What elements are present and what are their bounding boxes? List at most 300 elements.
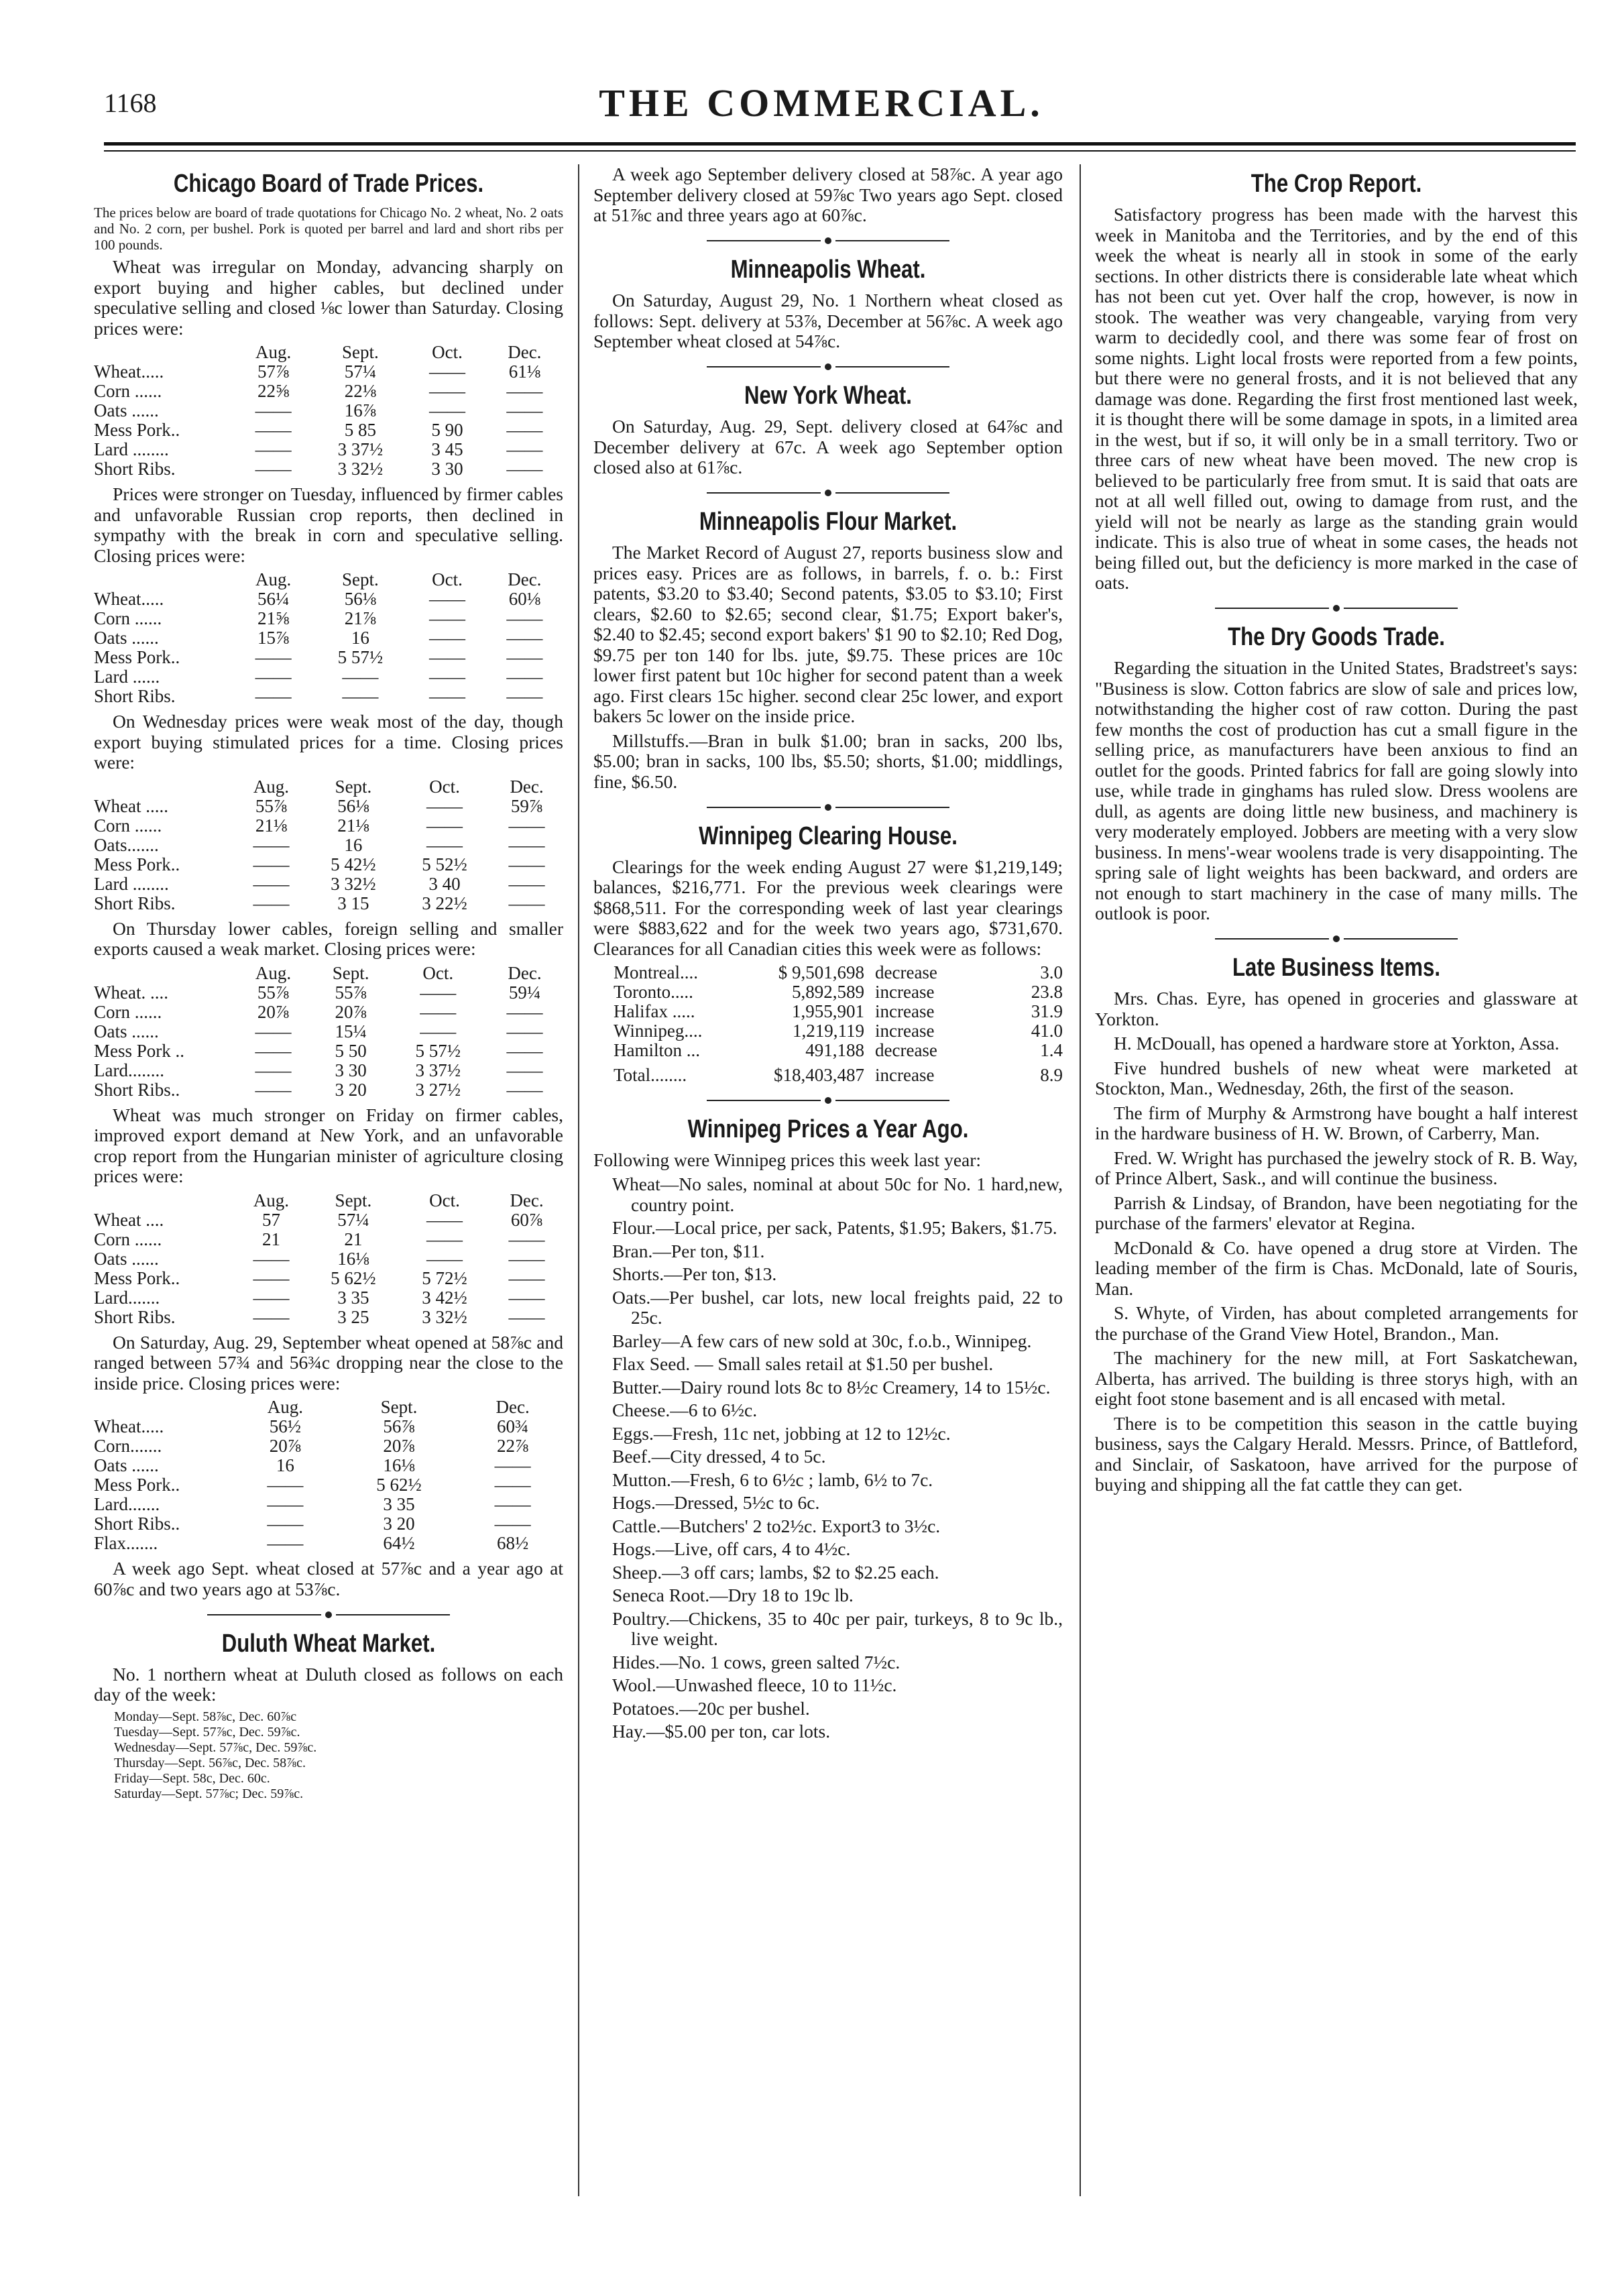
price-item: Hogs.—Live, off cars, 4 to 4½c. [612,1538,851,1559]
price-cell: —— [506,1060,543,1080]
price-item: Oats.—Per bushel, car lots, new local freights paid, 22 to 25c. [612,1286,1063,1328]
clearings-cell: increase [875,1001,935,1021]
business-item: H. McDouall, has opened a hardware store at Yorkton, Assa. [1114,1033,1560,1054]
price-item: Flax Seed. — Small sales retail at $1.50 per bushel. [612,1353,994,1374]
price-cell: 3 20 [383,1514,415,1534]
price-cell: —— [506,628,543,648]
price-cell: 21⅝ [257,608,290,628]
price-cell: —— [267,1475,304,1495]
commodity-label: Wheat..... [94,361,164,382]
clearings-cell: decrease [875,1040,937,1060]
commodity-label: Oats ...... [94,1248,159,1269]
commodity-label: Oats....... [94,834,159,855]
price-cell: —— [429,361,466,382]
price-item: Butter.—Dairy round lots 8c to 8½c Creamery, 14 to 15½c. [612,1376,1051,1398]
price-cell: 16 [351,628,369,648]
chicago-monday-table [94,343,563,479]
table-row [94,874,563,894]
price-cell: 60⅛ [508,589,540,609]
price-cell: —— [429,667,466,687]
price-item: Barley—A few cars of new sold at 30c, f.o.b., Winnipeg. [612,1330,1032,1351]
business-item: The firm of Murphy & Armstrong have bought a half interest in the hardware business of H. W. Brown, of Carberry, Man. [1095,1102,1578,1143]
price-cell: 21⅞ [344,608,376,628]
chicago-note: The prices below are board of trade quotations for Chicago No. 2 wheat, No. 2 oats and No. 2 corn, per bushel. Pork is quoted per barrel and lard and short ribs per 100 pounds. [94,205,563,253]
price-cell: 56½ [269,1416,301,1436]
price-cell: —— [267,1533,304,1553]
table-row [94,816,563,836]
price-item: Wheat—No sales, nominal at about 50c for No. 1 hard,new, country point. [612,1174,1063,1215]
price-cell: —— [506,1001,543,1022]
section-separator [593,230,1063,251]
header-rule-thick [104,142,1576,146]
price-cell: 21⅛ [337,815,369,836]
price-cell: 15⅞ [257,628,290,648]
price-cell: —— [253,1248,290,1269]
clearings-cell: 31.9 [1031,1001,1063,1021]
clearings-cell: decrease [875,962,937,982]
price-cell: —— [494,1455,531,1475]
column-2 [593,164,1063,1745]
business-item: Fred. W. Wright has purchased the jewelry stock of R. B. Way, of Prince Albert, Sask., and will continue the business. [1095,1147,1578,1188]
price-cell: 3 37½ [415,1060,461,1080]
price-cell: —— [426,834,463,855]
millstuffs-text: Millstuffs.—Bran in bulk $1.00; bran in sacks, 200 lbs, $5.00; bran in sacks, 100 lbs, $5.50; shorts, $1.00; middlings, fine, $6.50. [593,730,1063,792]
chicago-tuesday-text: Prices were stronger on Tuesday, influenced by firmer cables and unfavorable Russian crop reports, then declined in sympathy with the break in corn and speculative selling. Closing prices were: [94,484,563,566]
clearings-cell: Hamilton ... [614,1040,700,1060]
new-york-wheat-heading: New York Wheat. [744,382,912,410]
table-row [94,1417,563,1436]
duluth-day-item: Tuesday—Sept. 57⅞c, Dec. 59⅞c. [114,1724,300,1740]
price-cell: 3 20 [335,1079,367,1100]
price-cell: 64½ [383,1533,415,1553]
column-header: Oct. [432,569,463,589]
price-cell: 56¼ [257,589,290,609]
price-cell: —— [506,608,543,628]
price-cell: 20⅞ [257,1001,290,1022]
table-row [94,628,563,648]
column-header [94,777,235,797]
column-header [94,1398,235,1417]
commodity-label: Wheat ..... [94,795,168,816]
commodity-label: Flax....... [94,1533,158,1553]
price-cell: —— [506,667,543,687]
clearings-total-row [593,1060,1063,1085]
commodity-label: Corn....... [94,1436,162,1456]
price-cell: —— [508,893,545,913]
duluth-day-item: Thursday—Sept. 56⅞c, Dec. 58⅞c. [114,1755,306,1770]
table-row [94,1475,563,1495]
commodity-label: Lard....... [94,1287,160,1308]
price-cell: —— [426,795,463,816]
price-cell: 21 [344,1229,363,1249]
section-separator [593,796,1063,817]
chicago-wednesday-text: On Wednesday prices were weak most of the day, though export buying stimulated prices for a time. Closing prices were: [94,711,563,773]
column-header [94,343,235,362]
minneapolis-wheat-text: On Saturday, August 29, No. 1 Northern wheat closed as follows: Sept. delivery at 53⅞, December at 56⅞c. A week ago September wheat closed at 54⅞c. [593,290,1063,351]
dry-goods-heading: The Dry Goods Trade. [1228,623,1445,651]
price-cell: —— [508,815,545,836]
price-cell: 5 57½ [337,647,384,667]
commodity-label: Wheat .... [94,1209,164,1230]
price-cell: 16⅛ [337,1248,369,1269]
table-row [94,1230,563,1249]
commodity-label: Short Ribs. [94,686,176,706]
price-cell: —— [494,1514,531,1534]
table-header-row [94,964,563,983]
chicago-wednesday-table [94,777,563,913]
column-header: Dec. [508,342,542,362]
header-rule-thin [104,150,1576,152]
column-header: Sept. [335,1190,372,1210]
crop-report-text: Satisfactory progress has been made with the harvest this week in Manitoba and the Territories, and by the end of this week the wheat is nearly all in stook in some of the early sections. In other districts there is considerable late wheat which has not been cut yet. Over half the crop, however, is now in stook. The weather was very changeable, varying from very warm to decidedly cool, and there was some fear of frost on some nights. Light local frosts were reported from a few points, but there were no general frosts, and it is not believed that any damage was done. Regarding the first frost mentioned last week, it is thought there will be some damage in spots, in a limited area in the west, but if so, it will only be in a small territory. Two or three cars of new wheat have been moved. The new crop is believed to be particularly free from smut. It is said that oats are not at all well filled out, owing to damage from rust, and the yield will not be nearly as large as the standing grain would indicate. This is also true of wheat in some cases, the heads not being filled out, but the deficiency is more marked in the case of oats. [1095,204,1578,593]
column-divider [1080,164,1081,2196]
price-cell: —— [255,667,292,687]
clearings-row [593,1002,1063,1021]
chicago-continued-text: A week ago September delivery closed at 58⅞c. A year ago September delivery closed at 59⅞c Two years ago Sept. closed at 51⅞c and three years ago at 60⅞c. [593,164,1063,225]
price-cell: —— [255,686,292,706]
table-row [94,609,563,628]
clearings-cell: Halifax ..... [614,1001,695,1021]
duluth-heading: Duluth Wheat Market. [221,1629,436,1658]
price-item: Hogs.—Dressed, 5½c to 6c. [612,1492,820,1513]
column-header: Sept. [380,1397,418,1417]
table-row [94,1534,563,1553]
commodity-label: Short Ribs. [94,1306,176,1327]
price-cell: 57¼ [337,1209,369,1230]
commodity-label: Corn ...... [94,381,162,401]
column-header: Dec. [508,962,542,983]
price-cell: —— [255,647,292,667]
price-cell: —— [506,647,543,667]
price-cell: —— [267,1494,304,1514]
price-cell: 55⅞ [257,982,290,1003]
price-cell: —— [506,686,543,706]
business-item: Mrs. Chas. Eyre, has opened in groceries and glassware at Yorkton. [1095,988,1578,1029]
price-cell: —— [255,1040,292,1061]
price-cell: 60¾ [496,1416,529,1436]
clearings-cell: Total........ [614,1065,687,1085]
column-header: Sept. [332,962,369,983]
chicago-friday-table [94,1191,563,1327]
chicago-thursday-table [94,964,563,1100]
duluth-intro: No. 1 northern wheat at Duluth closed as follows on each day of the week: [94,1663,563,1705]
commodity-label: Lard ........ [94,873,169,894]
price-cell: 3 35 [383,1494,415,1514]
page-header [104,80,1539,134]
price-cell: 61⅛ [508,361,540,382]
price-cell: 3 30 [335,1060,367,1080]
price-cell: —— [253,873,290,894]
price-cell: —— [255,1021,292,1041]
column-header [94,570,235,589]
commodity-label: Mess Pork.. [94,854,180,874]
table-row [94,667,563,687]
price-cell: —— [508,1287,545,1308]
clearings-cell: Montreal.... [614,962,698,982]
commodity-label: Mess Pork.. [94,647,180,667]
column-header: Aug. [255,962,292,983]
column-1 [94,164,563,1802]
column-header: Oct. [432,342,463,362]
duluth-day-item: Saturday—Sept. 57⅞c; Dec. 59⅞c. [114,1786,304,1801]
price-cell: 3 32½ [331,873,376,894]
clearings-cell: Winnipeg.... [614,1021,703,1041]
clearings-cell: $18,403,487 [774,1065,864,1085]
price-cell: 20⅞ [269,1436,301,1456]
price-cell: 68½ [496,1533,529,1553]
clearings-cell: 1,955,901 [792,1001,864,1021]
clearings-row [593,982,1063,1002]
column-header [94,1191,235,1210]
business-item: S. Whyte, of Virden, has about completed arrangements for the purchase of the Grand View Hotel, Brandon., Man. [1095,1302,1578,1344]
column-header: Dec. [510,776,544,797]
price-cell: —— [255,420,292,440]
section-separator [593,356,1063,377]
price-cell: —— [420,1001,457,1022]
price-cell: 22⅞ [496,1436,529,1456]
table-row [94,1080,563,1100]
business-item: Five hundred bushels of new wheat were marketed at Stockton, Man., Wednesday, 26th, the first of the season. [1095,1057,1578,1098]
table-row [94,1308,563,1327]
price-cell: —— [253,1267,290,1288]
dry-goods-text: Regarding the situation in the United States, Bradstreet's says: "Business is slow. Cotton fabrics are slow of sale and prices low, notwithstanding the higher cost of raw cotton. During the past few months the cost of production has cut a small figure in the selling price, as manufacturers have been anxious to find an outlet for the goods. Printed fabrics for fall are going slowly into use, while trade in ginghams has ruled slow. Dress woolens are dull, as agents are doing little new business, and machinery is very moderately employed. Jobbers are meeting with a very slow business. In mens'-wear woolens trade is very disappointing. The spring sale of light weights has been backward, and orders are not enough to start machinery in the case of many mills. The outlook is poor. [1095,657,1578,923]
commodity-label: Lard ...... [94,667,160,687]
clearings-cell: 1,219,119 [793,1021,864,1041]
commodity-label: Corn ...... [94,1229,162,1249]
price-cell: 3 37½ [337,439,384,459]
chicago-monday-text: Wheat was irregular on Monday, advancing sharply on export buying and higher cables, but declined under speculative selling and closed ⅛c lower than Saturday. Closing prices were: [94,256,563,339]
table-row [94,1456,563,1475]
column-header: Aug. [255,569,292,589]
table-row [94,1022,563,1041]
column-divider [578,164,579,2196]
column-header: Aug. [267,1397,303,1417]
price-item: Flour.—Local price, per sack, Patents, $1.95; Bakers, $1.75. [612,1217,1057,1238]
commodity-label: Corn ...... [94,1001,162,1022]
price-cell: —— [255,459,292,479]
price-cell: —— [429,608,466,628]
price-cell: 3 42½ [422,1287,467,1308]
table-header-row [94,1398,563,1417]
business-item: McDonald & Co. have opened a drug store at Virden. The leading member of the firm is Chas. McDonald, late of Souris, Man. [1095,1237,1578,1299]
price-cell: —— [255,1060,292,1080]
price-cell: 5 42½ [331,854,376,874]
price-cell: 5 57½ [415,1040,461,1061]
column-header: Aug. [253,1190,290,1210]
price-cell: —— [253,1306,290,1327]
clearings-table [593,963,1063,1085]
price-cell: 3 22½ [422,893,467,913]
price-cell: —— [506,459,543,479]
price-cell: 59¼ [508,982,541,1003]
table-row [94,1514,563,1534]
clearings-row [593,1021,1063,1041]
price-cell: 60⅞ [510,1209,543,1230]
commodity-label: Corn ...... [94,608,162,628]
price-cell: 57⅞ [257,361,290,382]
commodity-label: Short Ribs. [94,459,176,479]
winnipeg-clearing-text: Clearings for the week ending August 27 were $1,219,149; balances, $216,771. For the previous week clearings were $868,511. For the corresponding week of last year clearings were $883,622 and for the week two years ago, $731,670. Clearances for all Canadian cities this week were as follows: [593,856,1063,959]
commodity-label: Short Ribs. [94,893,176,913]
clearings-row [593,1041,1063,1060]
price-cell: 5 62½ [376,1475,422,1495]
price-cell: —— [494,1494,531,1514]
clearings-cell: increase [875,982,935,1002]
commodity-label: Lard........ [94,1060,164,1080]
commodity-label: Mess Pork.. [94,1267,180,1288]
price-cell: 20⅞ [383,1436,415,1456]
table-row [94,589,563,609]
price-cell: —— [253,1287,290,1308]
price-item: Shorts.—Per ton, $13. [612,1263,777,1284]
price-cell: —— [255,400,292,420]
price-cell: 16 [344,834,363,855]
price-cell: —— [420,1021,457,1041]
table-row [94,648,563,667]
price-cell: —— [342,686,379,706]
column-header: Oct. [429,1190,460,1210]
minneapolis-wheat-heading: Minneapolis Wheat. [730,255,926,284]
price-cell: 3 15 [337,893,369,913]
clearings-cell: 23.8 [1031,982,1063,1002]
price-cell: 15¼ [335,1021,367,1041]
price-cell: —— [426,1229,463,1249]
crop-report-heading: The Crop Report. [1251,170,1422,198]
commodity-label: Mess Pork .. [94,1040,185,1061]
price-cell: —— [253,834,290,855]
commodity-label: Mess Pork.. [94,1475,180,1495]
price-item: Poultry.—Chickens, 35 to 40c per pair, turkeys, 8 to 9c lb., live weight. [612,1607,1063,1649]
price-cell: 3 40 [428,873,461,894]
clearings-cell: $ 9,501,698 [778,962,864,982]
commodity-label: Lard ........ [94,439,169,459]
price-cell: 21 [262,1229,280,1249]
new-york-wheat-text: On Saturday, Aug. 29, Sept. delivery closed at 64⅞c and December delivery at 67c. A week ago September option closed also at 61⅞c. [593,416,1063,477]
table-row [94,797,563,816]
table-row [94,1436,563,1456]
table-row [94,401,563,420]
clearings-cell: Toronto..... [614,982,693,1002]
price-cell: —— [255,1079,292,1100]
price-cell: —— [506,1040,543,1061]
commodity-label: Mess Pork.. [94,420,180,440]
price-cell: —— [267,1514,304,1534]
chicago-thursday-text: On Thursday lower cables, foreign selling and smaller exports caused a weak market. Closing prices were: [94,917,563,959]
column-header: Dec. [508,569,542,589]
late-business-heading: Late Business Items. [1232,954,1440,982]
clearings-cell: 1.4 [1040,1040,1063,1060]
price-cell: —— [508,1306,545,1327]
table-row [94,1210,563,1230]
column-header: Aug. [253,776,290,797]
price-cell: 57¼ [344,361,376,382]
table-header-row [94,570,563,589]
table-row [94,836,563,855]
table-row [94,894,563,913]
price-cell: 5 85 [344,420,376,440]
price-cell: 3 45 [431,439,463,459]
price-item: Sheep.—3 off cars; lambs, $2 to $2.25 each. [612,1561,939,1583]
price-cell: 5 72½ [422,1267,467,1288]
price-item: Cheese.—6 to 6½c. [612,1400,758,1420]
section-separator [1095,598,1578,618]
price-cell: 59⅞ [510,795,543,816]
price-cell: —— [426,815,463,836]
table-row [94,459,563,479]
table-row [94,1041,563,1061]
price-cell: —— [253,893,290,913]
price-cell: —— [508,1248,545,1269]
column-header: Oct. [422,962,454,983]
price-cell: 22⅛ [344,381,376,401]
clearings-cell: 5,892,589 [792,982,864,1002]
clearings-cell: 8.9 [1040,1065,1063,1085]
business-item: There is to be competition this season in the cattle buying business, says the Calgary Herald. Messrs. Prince, of Battleford, and Sinclair, of Saskatoon, have arrived for the purpose of buying and shipping all the fat cattle they can get. [1095,1412,1578,1495]
commodity-label: Wheat..... [94,1416,164,1436]
price-cell: —— [506,400,543,420]
price-cell: —— [508,854,545,874]
price-cell: —— [420,982,457,1003]
chicago-friday-text: Wheat was much stronger on Friday on firmer cables, improved export demand at New York, and an unfavorable crop report from the Hungarian minister of agriculture closing prices were: [94,1104,563,1186]
price-cell: 5 90 [431,420,463,440]
price-cell: —— [429,381,466,401]
price-cell: 56⅞ [383,1416,415,1436]
commodity-label: Short Ribs.. [94,1514,180,1534]
column-3 [1095,164,1578,1499]
column-header [94,964,235,983]
price-cell: —— [429,628,466,648]
commodity-label: Corn ...... [94,815,162,836]
section-separator [1095,928,1578,949]
price-cell: —— [429,400,466,420]
table-row [94,1288,563,1308]
table-row [94,687,563,706]
commodity-label: Oats ...... [94,1021,159,1041]
clearings-cell: increase [875,1065,935,1085]
price-cell: 16 [276,1455,294,1475]
commodity-label: Lard....... [94,1494,160,1514]
clearings-cell: increase [875,1021,935,1041]
price-cell: —— [494,1475,531,1495]
duluth-day-list [94,1709,563,1802]
column-header: Oct. [429,776,460,797]
table-row [94,420,563,440]
price-cell: 3 32½ [337,459,384,479]
table-row [94,382,563,401]
chicago-tuesday-table [94,570,563,706]
table-header-row [94,777,563,797]
price-item: Mutton.—Fresh, 6 to 6½c ; lamb, 6½ to 7c. [612,1469,933,1490]
price-cell: 56⅛ [344,589,376,609]
price-cell: 16⅛ [383,1455,415,1475]
price-cell: 3 30 [431,459,463,479]
table-row [94,855,563,874]
price-cell: 5 50 [335,1040,367,1061]
price-cell: —— [508,873,545,894]
winnipeg-prices-heading: Winnipeg Prices a Year Ago. [687,1115,969,1143]
table-row [94,440,563,459]
table-row [94,1249,563,1269]
price-cell: 3 32½ [422,1306,467,1327]
commodity-label: Oats ...... [94,628,159,648]
duluth-day-item: Monday—Sept. 58⅞c, Dec. 60⅞c [114,1709,297,1724]
table-row [94,1495,563,1514]
commodity-label: Wheat. .... [94,982,168,1003]
price-cell: —— [429,647,466,667]
column-header: Sept. [341,342,379,362]
chicago-heading: Chicago Board of Trade Prices. [173,170,484,198]
table-row [94,983,563,1003]
